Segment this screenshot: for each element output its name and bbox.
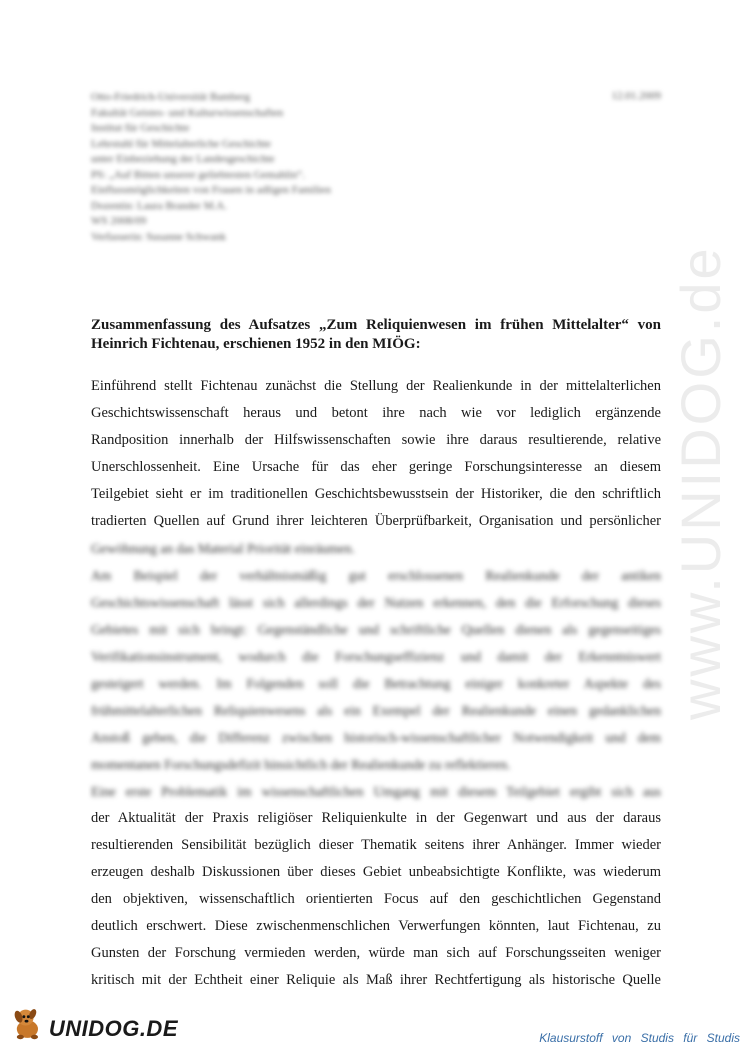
document-title: Zusammenfassung des Aufsatzes „Zum Reliquienwesen im frühen Mittelalter“ von Heinrich Fichtenau, erschienen 1952 in den MIÖG: — [91, 317, 661, 352]
unidog-logo[interactable] — [8, 996, 178, 1044]
body-line: Gewöhnung an das Material Priorität einräumen. — [91, 541, 355, 556]
body-line: gesteigert werden. Im Folgenden soll die Betrachtung einiger konkreter Aspekte des — [91, 676, 661, 691]
header-line: unter Einbeziehung der Landesgeschichte — [91, 153, 275, 165]
body-line: kritisch mit der Echtheit einer Reliquie als Maß ihrer Rechtfertigung als historische Quelle — [91, 972, 661, 988]
body-line: der Aktualität der Praxis religiöser Reliquienkulte in der Gegenwart und aus der daraus — [91, 810, 661, 826]
header-line: Fakultät Geistes- und Kulturwissenschaften — [91, 106, 284, 119]
body-line: Anstoß geben, die Differenz zwischen historisch-wissenschaftlicher Notwendigkeit und dem — [91, 730, 661, 745]
body-line: momentanen Forschungsdefizit hinsichtlich der Realienkunde zu reflektieren. — [91, 757, 511, 772]
body-line: den objektiven, wissenschaftlich orientierten Focus auf den geschichtlichen Gegenstand — [91, 891, 661, 907]
body-line: Teilgebiet sieht er im traditionellen Geschichtsbewusstsein der Historiker, die den schriftlich — [91, 486, 661, 502]
body-line: frühmittelalterlichen Reliquienwesens als ein Exempel der Realienkunde einen gedanklichen — [91, 703, 661, 718]
body-line: Unerschlossenheit. Eine Ursache für das eher geringe Forschungsinteresse an diesem — [91, 459, 661, 475]
body-line: Gunsten der Forschung vermieden werden, würde man sich auf Forschungsseiten weniger — [91, 945, 661, 961]
header-date: 12.01.2009 — [611, 90, 661, 102]
body-line: Am Beispiel der verhältnismäßig gut erschlossenen Realienkunde der antiken — [91, 568, 661, 583]
header-line: Verfasserin: Susanne Schwank — [91, 230, 227, 243]
header-line: Dozentin: Laura Brander M.A. — [91, 199, 227, 212]
logo-text: UNIDOG.DE — [48, 1016, 178, 1041]
body-text — [91, 373, 661, 994]
body-line: Einführend stellt Fichtenau zunächst die Stellung der Realienkunde in der mittelalterlichen — [91, 378, 661, 394]
document-header — [91, 90, 661, 245]
body-line: tradierten Quellen auf Grund ihrer leichteren Überprüfbarkeit, Organisation und persönlicher — [91, 513, 661, 529]
body-line: Randposition innerhalb der Hilfswissenschaften sowie ihre daraus resultierende, relative — [91, 432, 661, 448]
header-line: Lehrstuhl für Mittelalterliche Geschichte — [91, 137, 271, 150]
body-line: erzeugen deshalb Diskussionen über dieses Gebiet unbeabsichtigte Konflikte, was wiederum — [91, 864, 661, 880]
body-line: resultierenden Sensibilität bezüglich dieser Thematik seitens ihrer Anhänger. Immer wieder — [91, 837, 661, 853]
body-line: Gebietes mit sich bringt: Gegenständliche und schriftliche Quellen dienen als gegenseitiges — [91, 622, 661, 637]
body-line: Eine erste Problematik im wissenschaftlichen Umgang mit diesem Teilgebiet ergibt sich aus — [91, 784, 661, 799]
header-line: Otto-Friedrich-Universität Bamberg — [91, 91, 250, 103]
header-line: Einflussmöglichkeiten von Frauen in adligen Familien — [91, 184, 331, 196]
footer-tagline: Klausurstoff von Studis für Studis — [539, 1031, 740, 1045]
body-line: Geschichtswissenschaft lässt sich allerdings der Nutzen erkennen, den die Erforschung dieses — [91, 595, 661, 610]
header-line: WS 2008/09 — [91, 215, 147, 227]
watermark: www.UNIDOG.de — [669, 245, 732, 720]
dog-mascot-icon — [8, 1000, 47, 1044]
body-line: Geschichtswissenschaft heraus und betont ihre nach wie vor lediglich ergänzende — [91, 405, 661, 421]
body-line: Verifikationsinstrument, wodurch die Forschungseffizienz und damit der Erkenntniswert — [91, 649, 661, 664]
header-line: Institut für Geschichte — [91, 122, 190, 134]
body-line: deutlich erschwert. Diese zwischenmenschlichen Verwerfungen könnten, laut Fichtenau, zu — [91, 918, 661, 934]
header-line: PS: „Auf Bitten unserer geliebtesten Gemahlin“. — [91, 168, 305, 181]
